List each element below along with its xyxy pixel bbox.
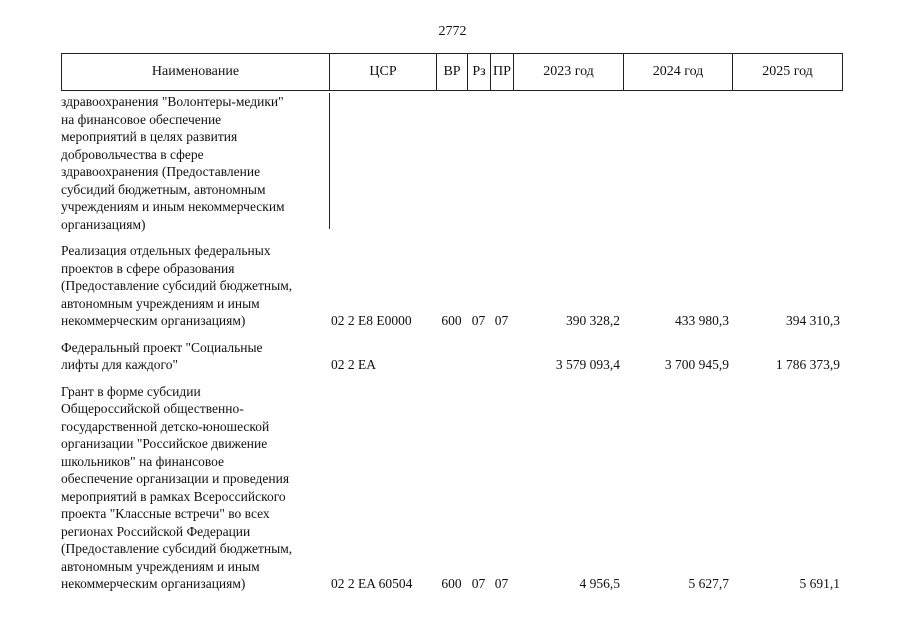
row-rz: 07 <box>471 313 486 328</box>
row-2025: 1 786 373,9 <box>775 357 840 372</box>
table-row <box>61 242 842 330</box>
table-row <box>61 383 842 593</box>
header-vr: ВР <box>437 54 468 91</box>
row-name: Реализация отдельных федеральных проектов в сфере образования (Предоставление субсидий бюджетным, автономным учреждениям и иным некоммерческим организациям) <box>61 243 293 328</box>
header-rz: Рз <box>468 54 491 91</box>
row-2025: 394 310,3 <box>786 313 840 328</box>
row-name: здравоохранения "Волонтеры-медики" на финансовое обеспечение мероприятий в целях развития добровольчества в сфере здравоохранения (Предоставление субсидий бюджетным, автономным учреждениям и иным некоммерческим организациям) <box>61 94 285 232</box>
row-2025: 5 691,1 <box>799 576 840 591</box>
header-pr: ПР <box>491 54 514 91</box>
row-rz: 07 <box>471 576 486 591</box>
row-2023: 4 956,5 <box>579 576 620 591</box>
table-body <box>61 93 842 593</box>
table-row <box>61 93 842 233</box>
row-csr: 02 2 EA <box>331 357 376 372</box>
row-pr: 07 <box>494 576 509 591</box>
row-2023: 390 328,2 <box>566 313 620 328</box>
row-csr: 02 2 E8 E0000 <box>331 313 412 328</box>
table-row <box>61 339 842 374</box>
table-header <box>61 53 843 91</box>
header-csr: ЦСР <box>330 54 437 91</box>
row-csr: 02 2 EA 60504 <box>331 576 413 591</box>
row-name: Федеральный проект "Социальные лифты для каждого" <box>61 339 263 372</box>
header-2024: 2024 год <box>624 54 733 91</box>
row-2024: 5 627,7 <box>688 576 729 591</box>
row-2024: 433 980,3 <box>675 313 729 328</box>
header-2023: 2023 год <box>514 54 624 91</box>
row-name: Грант в форме субсидии Общероссийской общественно- государственной детско-юношеской организации "Российское движение школьников" на финансовое обеспечение организации и проведения мероприятий в рамках Всероссийского проекта "Классные встречи" во всех регионах Российской Федерации (Предоставление субсидий бюджетным, автономным учреждениям и иным некоммерческим организациям) <box>61 383 293 591</box>
row-vr: 600 <box>441 576 462 591</box>
page-number: 2772 <box>438 24 467 39</box>
row-vr: 600 <box>441 313 462 328</box>
row-pr: 07 <box>494 313 509 328</box>
row-2023: 3 579 093,4 <box>555 357 620 372</box>
row-2024: 3 700 945,9 <box>664 357 729 372</box>
header-2025: 2025 год <box>733 54 843 91</box>
header-name: Наименование <box>62 54 330 91</box>
